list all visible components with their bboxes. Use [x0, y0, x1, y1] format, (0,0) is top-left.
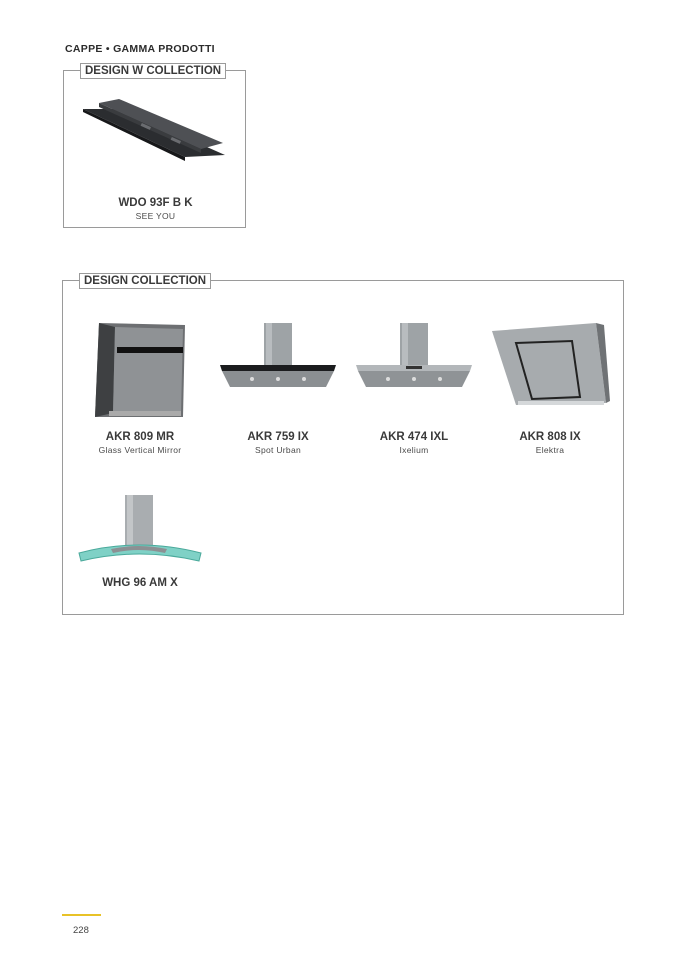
product-name: Ixelium: [399, 445, 429, 455]
vertical-mirror-hood-image: [85, 321, 195, 421]
product-whg-96-am-x[interactable]: [75, 493, 205, 589]
spot-urban-hood-image: [216, 321, 340, 421]
product-akr-809-mr[interactable]: [75, 321, 205, 455]
curved-glass-hood-image: [75, 493, 205, 569]
product-model: AKR 808 IX: [519, 431, 581, 443]
product-model: AKR 474 IXL: [379, 431, 449, 443]
product-name: Spot Urban: [255, 445, 301, 455]
product-model: WDO 93F B K: [118, 197, 193, 209]
product-name: SEE YOU: [135, 211, 176, 221]
product-model: AKR 809 MR: [105, 431, 175, 443]
footer-accent-line: [62, 914, 101, 916]
product-name: Elektra: [535, 445, 565, 455]
ixelium-hood-image: [352, 321, 476, 421]
design-collection-box: [62, 275, 624, 615]
product-model: WHG 96 AM X: [102, 577, 178, 589]
section-title: DESIGN COLLECTION: [79, 273, 211, 289]
product-akr-808-ix[interactable]: [485, 321, 615, 455]
elektra-hood-image: [488, 321, 612, 421]
design-w-collection-box: [63, 65, 246, 228]
product-name: Glass Vertical Mirror: [98, 445, 182, 455]
downdraft-hood-image: [81, 95, 231, 175]
page-number: 228: [73, 925, 89, 936]
product-model: AKR 759 IX: [247, 431, 309, 443]
section-title: DESIGN W COLLECTION: [80, 63, 226, 79]
page-header: CAPPE • GAMMA PRODOTTI: [65, 43, 215, 55]
product-akr-474-ixl[interactable]: [349, 321, 479, 455]
product-akr-759-ix[interactable]: [213, 321, 343, 455]
product-wdo-93f-b-k[interactable]: [64, 95, 247, 221]
